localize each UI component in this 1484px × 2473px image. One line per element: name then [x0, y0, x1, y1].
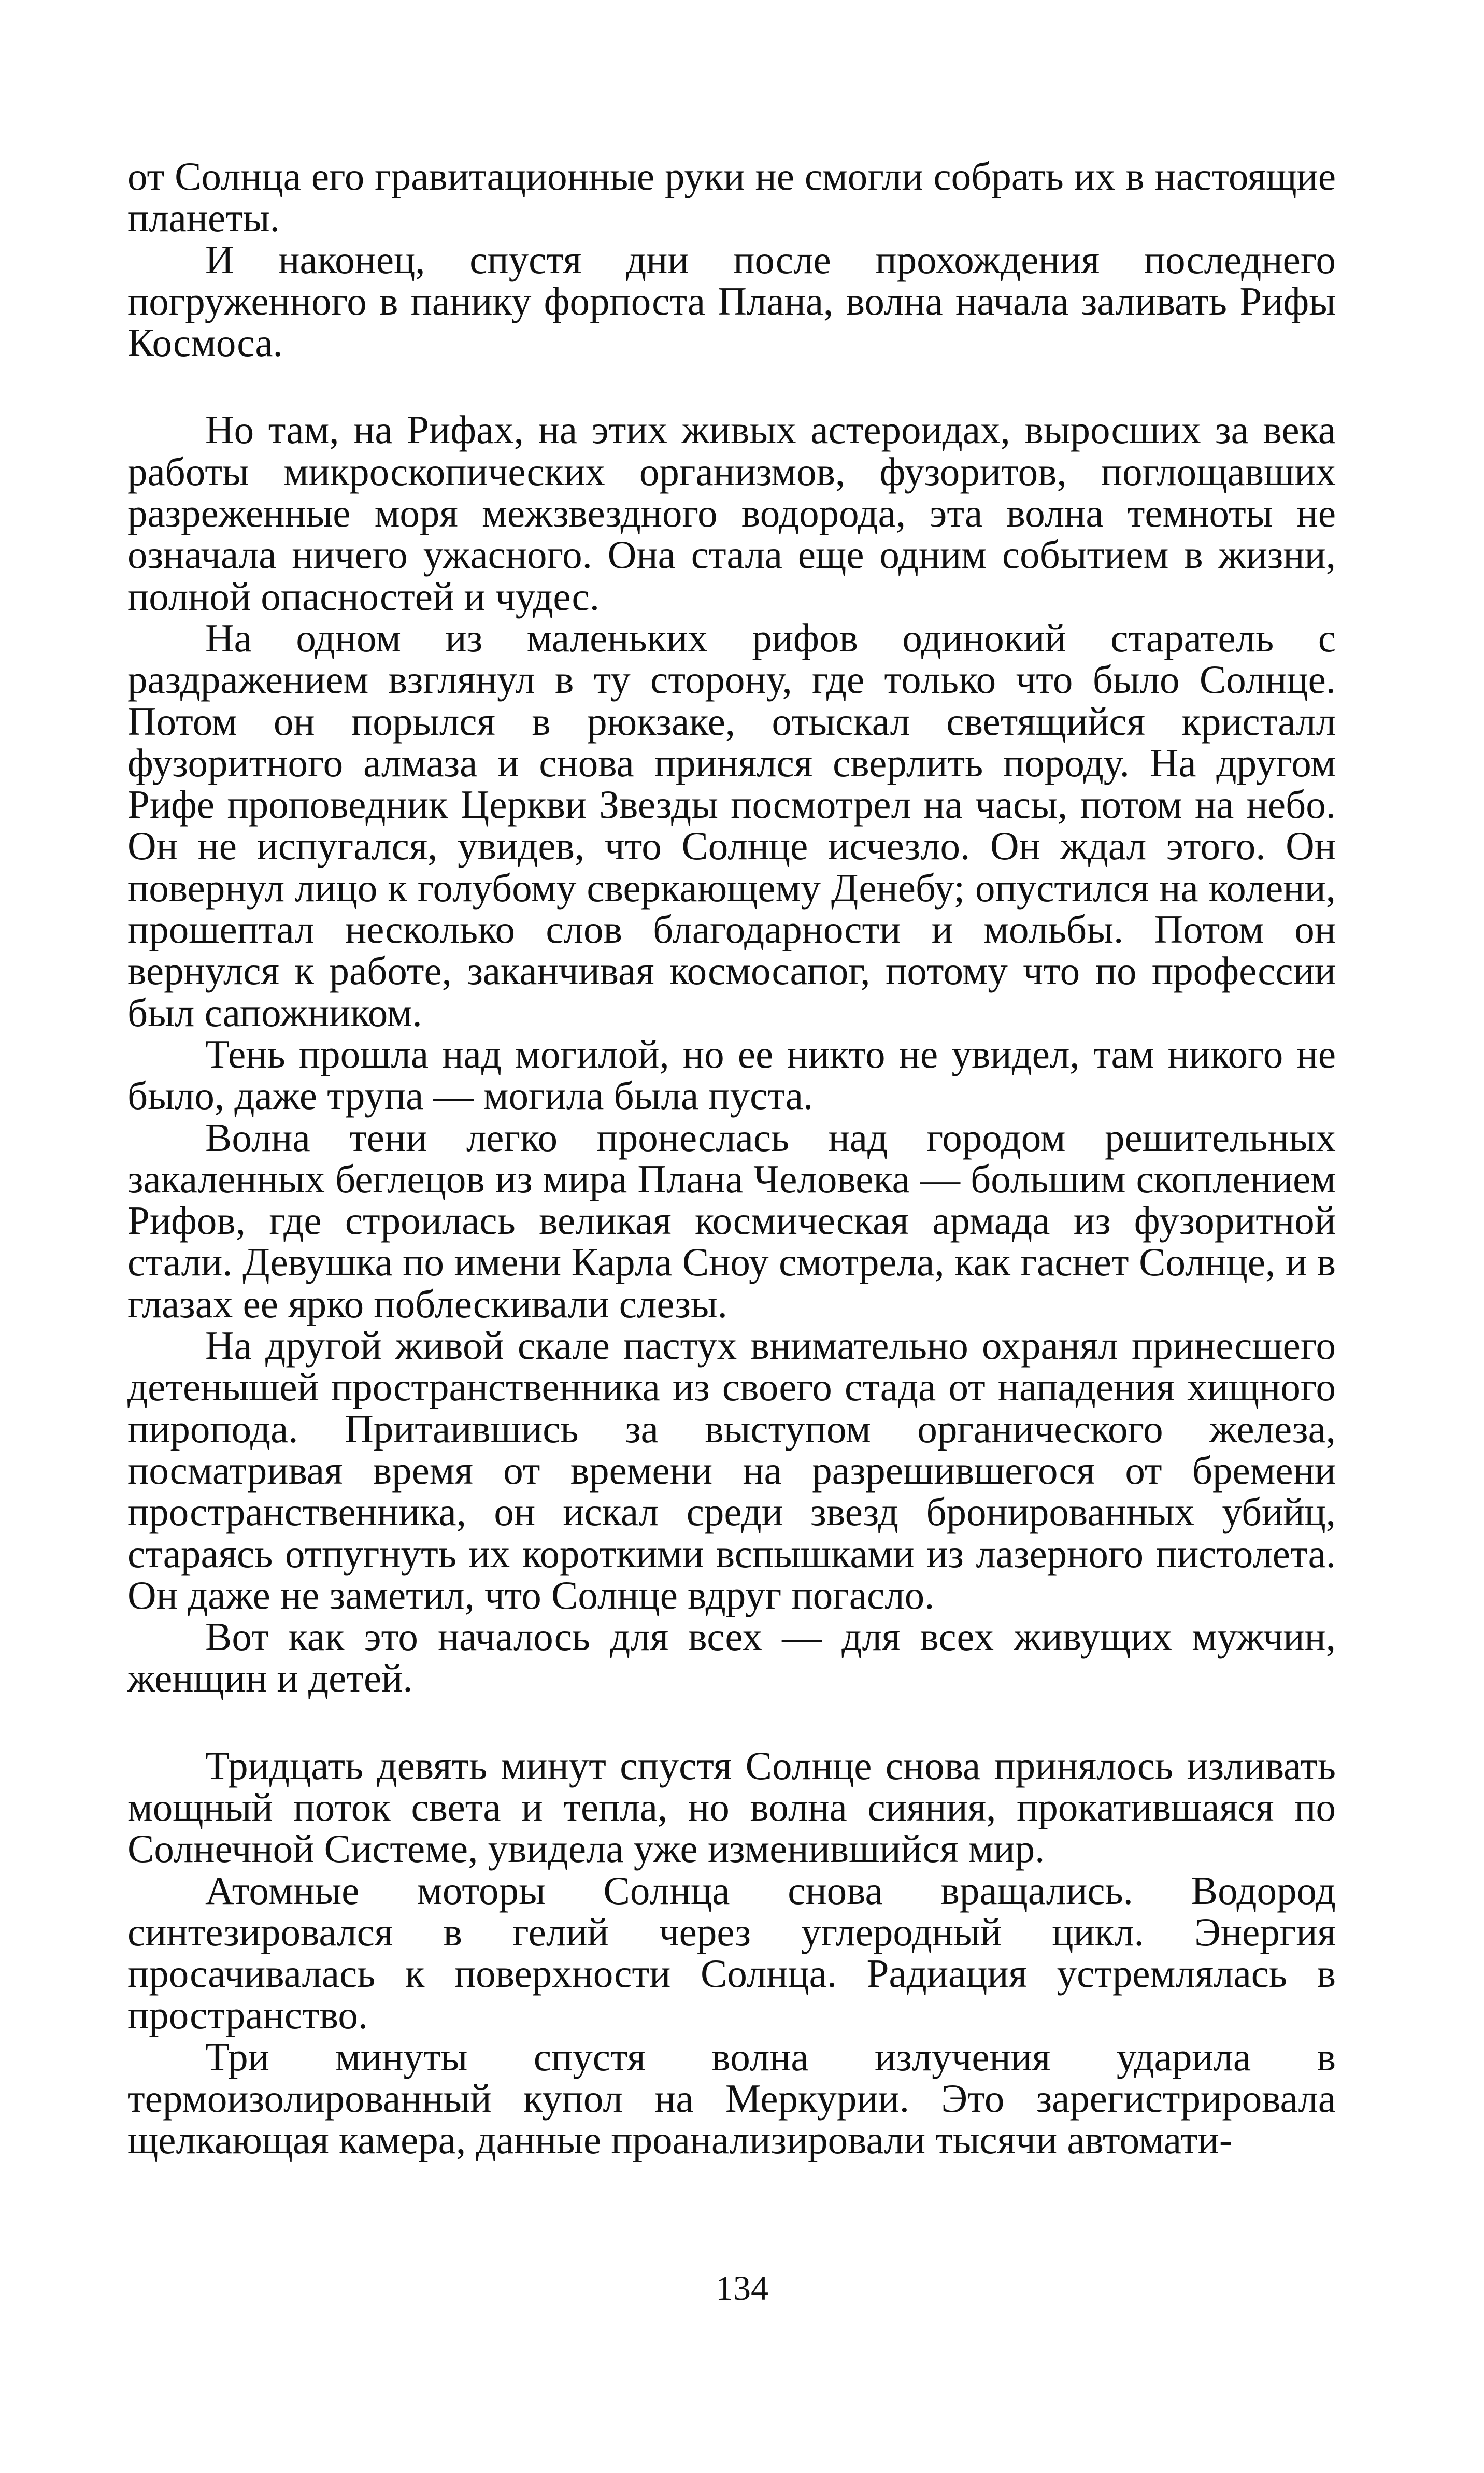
paragraph-1: от Солнца его гравитационные руки не смогли собрать их в настоящие планеты. — [127, 154, 1336, 240]
paragraph-8: Вот как это началось для всех — для всех живущих мужчин, женщин и детей. — [127, 1614, 1336, 1701]
paragraph-7: На другой живой скале пастух внимательно охранял принесшего детенышей пространственника из своего стада от нападения хищного пиропода. Притаившись за выступом органического железа, посматривая время от времени на разрешившегося от бремени пространственника, он искал среди звезд бронированных убийц, стараясь отпугнуть их короткими вспышками из лазерного пистолета. Он даже не заметил, что Солнце вдруг погасло. — [127, 1323, 1336, 1617]
paragraph-5: Тень прошла над могилой, но ее никто не увидел, там никого не было, даже трупа — могила была пуста. — [127, 1031, 1336, 1118]
paragraph-4: На одном из маленьких рифов одинокий старатель с раздражением взглянул в ту сторону, где только что было Солнце. Потом он порылся в рюкзаке, отыскал светящийся кристалл фузоритного алмаза и снова принялся сверлить породу. На другом Рифе проповедник Церкви Звезды посмотрел на часы, потом на небо. Он не испугался, увидев, что Солнце исчезло. Он ждал этого. Он повернул лицо к голубому сверкающему Денебу; опустился на колени, прошептал несколько слов благодарности и мольбы. Потом он вернулся к работе, заканчивая космосапог, потому что по профессии был сапожником. — [127, 615, 1336, 1035]
paragraph-6: Волна тени легко пронеслась над городом решительных закаленных беглецов из мира Плана Человека — большим скоплением Рифов, где строилась великая космическая армада из фузоритной стали. Девушка по имени Карла Сноу смотрела, как гаснет Солнце, и в глазах ее ярко поблескивали слезы. — [127, 1115, 1336, 1326]
paragraph-11: Три минуты спустя волна излучения ударила в термоизолированный купол на Меркурии. Это зарегистрировала щелкающая камера, данные проанализировали тысячи автомати- — [127, 2034, 1336, 2163]
paragraph-9: Тридцать девять минут спустя Солнце снова принялось изливать мощный поток света и тепла, но волна сияния, прокатившаяся по Солнечной Системе, увидела уже изменившийся мир. — [127, 1743, 1336, 1871]
body-text — [127, 155, 1336, 2161]
paragraph-3: Но там, на Рифах, на этих живых астероидах, выросших за века работы микроскопических организмов, фузоритов, поглощавших разреженные моря межзвездного водорода, эта волна темноты не означала ничего ужасного. Она стала еще одним событием в жизни, полной опасностей и чудес. — [127, 407, 1336, 619]
paragraph-10: Атомные моторы Солнца снова вращались. Водород синтезировался в гелий через углеродный цикл. Энергия просачивалась к поверхности Солнца. Радиация устремлялась в пространство. — [127, 1868, 1336, 2038]
page-number: 134 — [716, 2268, 768, 2308]
paragraph-2: И наконец, спустя дни после прохождения последнего погруженного в панику форпоста Плана, волна начала заливать Рифы Космоса. — [127, 237, 1336, 365]
